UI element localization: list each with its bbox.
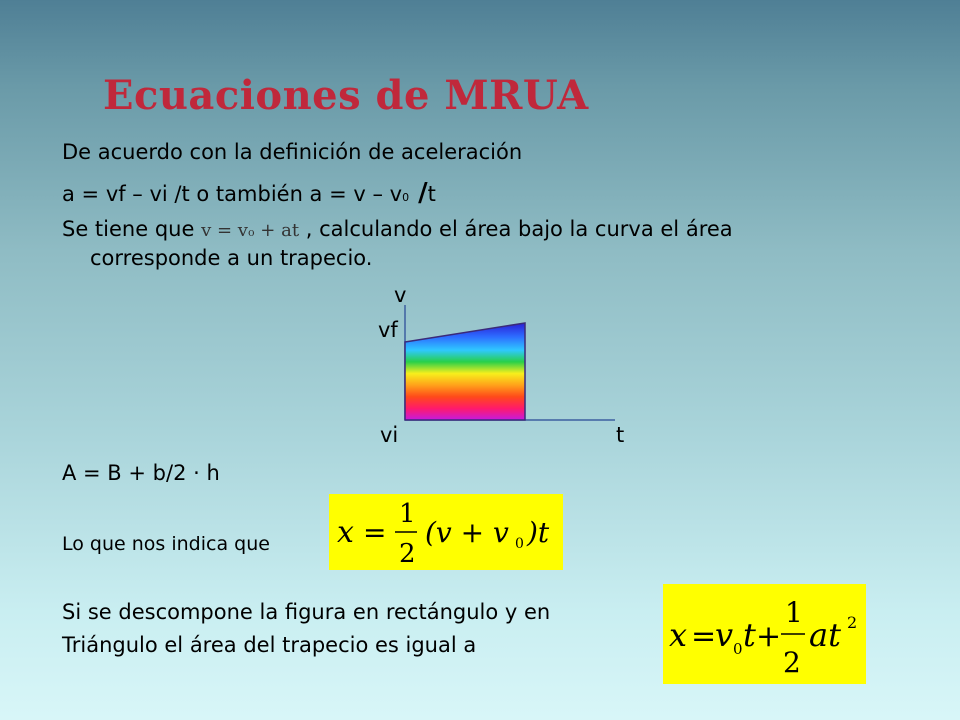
velocity-formula <box>201 220 299 241</box>
equation-position-svg <box>329 494 563 570</box>
graph-label-vf: vf <box>378 318 398 342</box>
equation-box-position <box>329 494 563 570</box>
eq1-lhs: x <box>337 515 354 550</box>
text-line-trapecio: corresponde a un trapecio. <box>90 246 373 270</box>
equation-box-displacement <box>663 584 866 684</box>
acceleration-t: t <box>427 182 436 206</box>
text-line-definition: De acuerdo con la definición de aceleración <box>62 140 523 164</box>
graph-label-v: v <box>394 283 407 307</box>
text-line-velocity <box>62 217 733 241</box>
eq2-t: t <box>743 616 756 654</box>
trapezoid-area <box>405 323 525 420</box>
velocity-formula-v: v = v <box>201 220 248 241</box>
velocity-post: , calculando el área bajo la curva el área <box>299 217 733 241</box>
eq1-num: 1 <box>399 499 416 529</box>
text-line-acceleration <box>62 178 436 208</box>
eq1-sub: 0 <box>515 536 524 552</box>
acceleration-slash: / <box>409 178 428 208</box>
eq1-body: (v + v <box>425 516 509 549</box>
eq2-plus: + <box>756 619 782 654</box>
eq2-lhs: x <box>669 616 688 654</box>
eq2-v: v <box>715 616 734 654</box>
eq2-sub: 0 <box>733 640 743 658</box>
acceleration-text: a = vf – vi /t o también a = v – v <box>62 182 403 206</box>
eq1-den: 2 <box>399 539 416 569</box>
velocity-formula-rest: + at <box>254 220 300 241</box>
text-line-descompone-1: Si se descompone la figura en rectángulo y en <box>62 600 551 624</box>
graph-label-t: t <box>616 423 625 447</box>
graph-label-vi: vi <box>380 423 399 447</box>
eq2-at: at <box>809 616 841 654</box>
text-line-indica: Lo que nos indica que <box>62 533 270 555</box>
velocity-formula-sub: o <box>247 226 255 239</box>
eq1-close: )t <box>527 516 550 549</box>
eq1-equals: = <box>363 516 387 549</box>
equation-displacement-svg <box>663 584 866 684</box>
acceleration-subscript: 0 <box>402 191 410 204</box>
eq2-exp: 2 <box>847 613 858 632</box>
velocity-time-graph <box>395 300 625 430</box>
slide-title: Ecuaciones de MRUA <box>103 72 589 119</box>
velocity-pre: Se tiene que <box>62 217 202 241</box>
eq2-den: 2 <box>783 646 801 679</box>
area-formula: A = B + b/2 · h <box>62 461 220 485</box>
eq2-num: 1 <box>785 596 803 629</box>
text-line-descompone-2: Triángulo el área del trapecio es igual a <box>62 633 477 657</box>
eq2-equals: = <box>691 619 717 654</box>
